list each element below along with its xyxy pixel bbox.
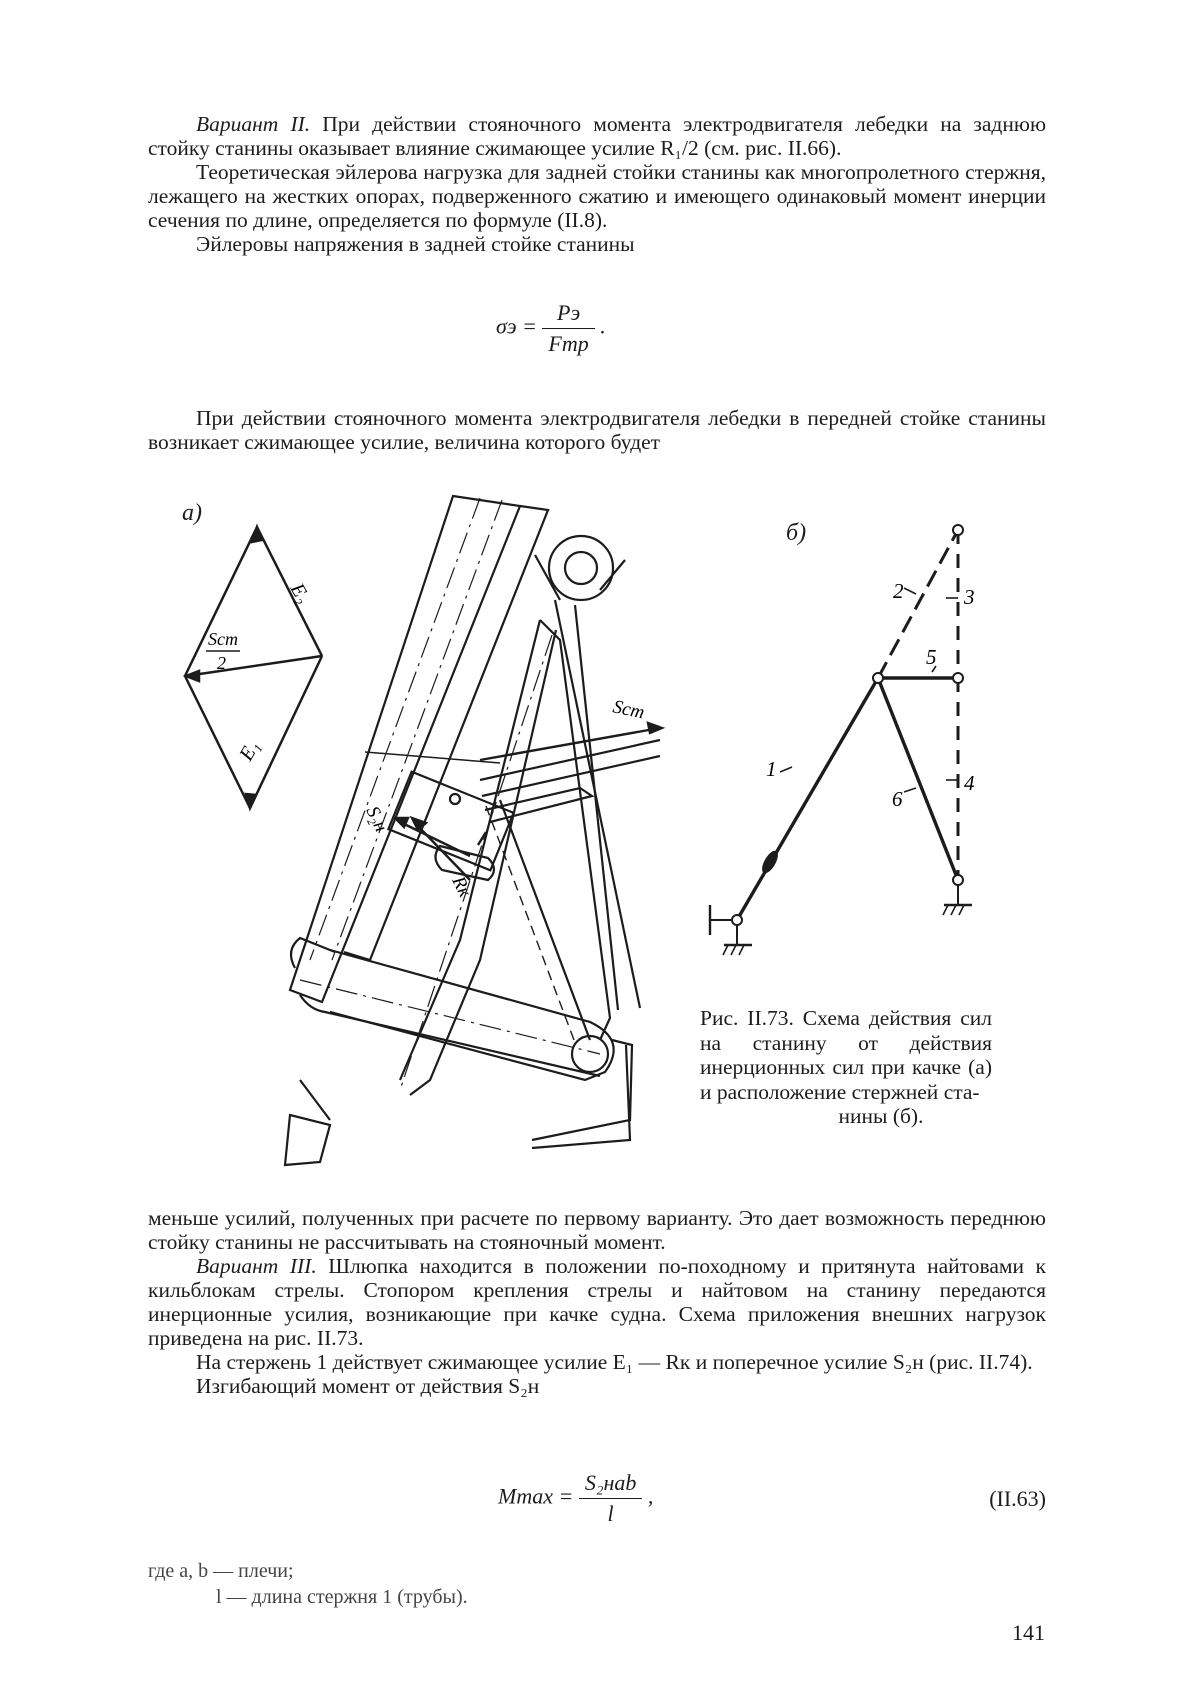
bar-label-2: 2 [893, 579, 904, 603]
bar-label-6: 6 [892, 787, 903, 811]
frame-drawing [285, 496, 660, 1165]
variant-2-heading: Вариант II. [196, 112, 311, 136]
formula1-end: . [600, 313, 606, 339]
bar-label-3: 3 [964, 585, 975, 609]
page-number: 141 [1012, 1620, 1045, 1645]
variant-3-heading: Вариант III. [196, 1254, 317, 1278]
paragraph-euler-stress-intro: Эйлеровы напряжения в задней стойке станины [196, 232, 635, 256]
label-s2n: S₂н [361, 802, 392, 836]
label-e2: E₂ [285, 579, 315, 608]
formula1-lhs: σэ = [496, 313, 537, 339]
figure-label-b: б) [786, 520, 807, 546]
formula1-numerator: Pэ [542, 300, 594, 329]
equation-number: (II.63) [989, 1486, 1046, 1511]
label-sct-half-num: Sст [208, 629, 238, 649]
label-rk: Rк [447, 872, 476, 901]
label-e1: E₁ [235, 736, 264, 765]
truss-scheme [710, 525, 972, 955]
paragraph-euler-load: Теоретическая эйлерова нагрузка для задней стойки станины как многопролетного стержня, лежащего на жестких опорах, подверженного сжатию и имеющего одинаковый момент инерции сечения по длине, определяется по формуле (II.8). [148, 160, 1046, 232]
formula2-end: , [647, 1483, 654, 1509]
formula2-fraction [579, 1470, 643, 1527]
caption-last-line: нины (б). [838, 1104, 924, 1128]
formula2-lhs: Mmax = [498, 1483, 574, 1509]
figure-label-a: а) [182, 500, 202, 526]
formula-legend [148, 1558, 468, 1610]
bar-label-1: 1 [766, 757, 777, 781]
legend-line-2: l — длина стержня 1 (трубы). [216, 1586, 468, 1608]
formula1-denominator: Fтр [548, 331, 589, 356]
variant-2-text: При действии стояночного момента электродвигателя лебедки на заднюю стойку станины оказывает влияние сжимающее усилие R₁/2 (см. рис. II.66). [148, 112, 1047, 160]
force-polygon [185, 527, 322, 808]
paragraph-continuation: меньше усилий, полученных при расчете по первому варианту. Это дает возможность переднюю стойку станины не рассчитывать на стояночный момент. [148, 1206, 1046, 1254]
caption-main: Рис. II.73. Схема действия сил на станину от действия инерционных сил при качке (а) и расположение стержней ста- [700, 1006, 992, 1104]
paragraph-bar-1-load: На стержень 1 действует сжимающее усилие E₁ — Rк и поперечное усилие S₂н (рис. II.74). [196, 1350, 1033, 1374]
legend-line-1: где a, b — плечи; [148, 1560, 294, 1582]
paragraph-front-post: При действии стояночного момента электродвигателя лебедки в передней стойке станины возникает сжимающее усилие, величина которого будет [148, 406, 1046, 454]
formula2-numerator: S₂нab [579, 1470, 643, 1499]
bar-label-5: 5 [926, 645, 937, 669]
formula-bending-moment [498, 1470, 653, 1527]
paragraph-variant-3 [148, 1254, 1046, 1350]
variant-3-text: Шлюпка находится в положении по-походному и притянута найтовами к кильблокам стрелы. Стопором крепления стрелы и найтовом на станину передаются инерционные усилия, возникающие при качке судна. Схема приложения внешних нагрузок приведена на рис. II.73. [148, 1254, 1046, 1350]
text-bottom [148, 1206, 1046, 1398]
figure-caption [700, 1006, 992, 1129]
bar-label-4: 4 [964, 771, 975, 795]
paragraph-bending-intro: Изгибающий момент от действия S₂н [196, 1374, 540, 1398]
label-sct: Sст [610, 696, 647, 724]
label-sct-half-den: 2 [217, 653, 226, 673]
formula2-denominator: l [607, 1501, 614, 1526]
